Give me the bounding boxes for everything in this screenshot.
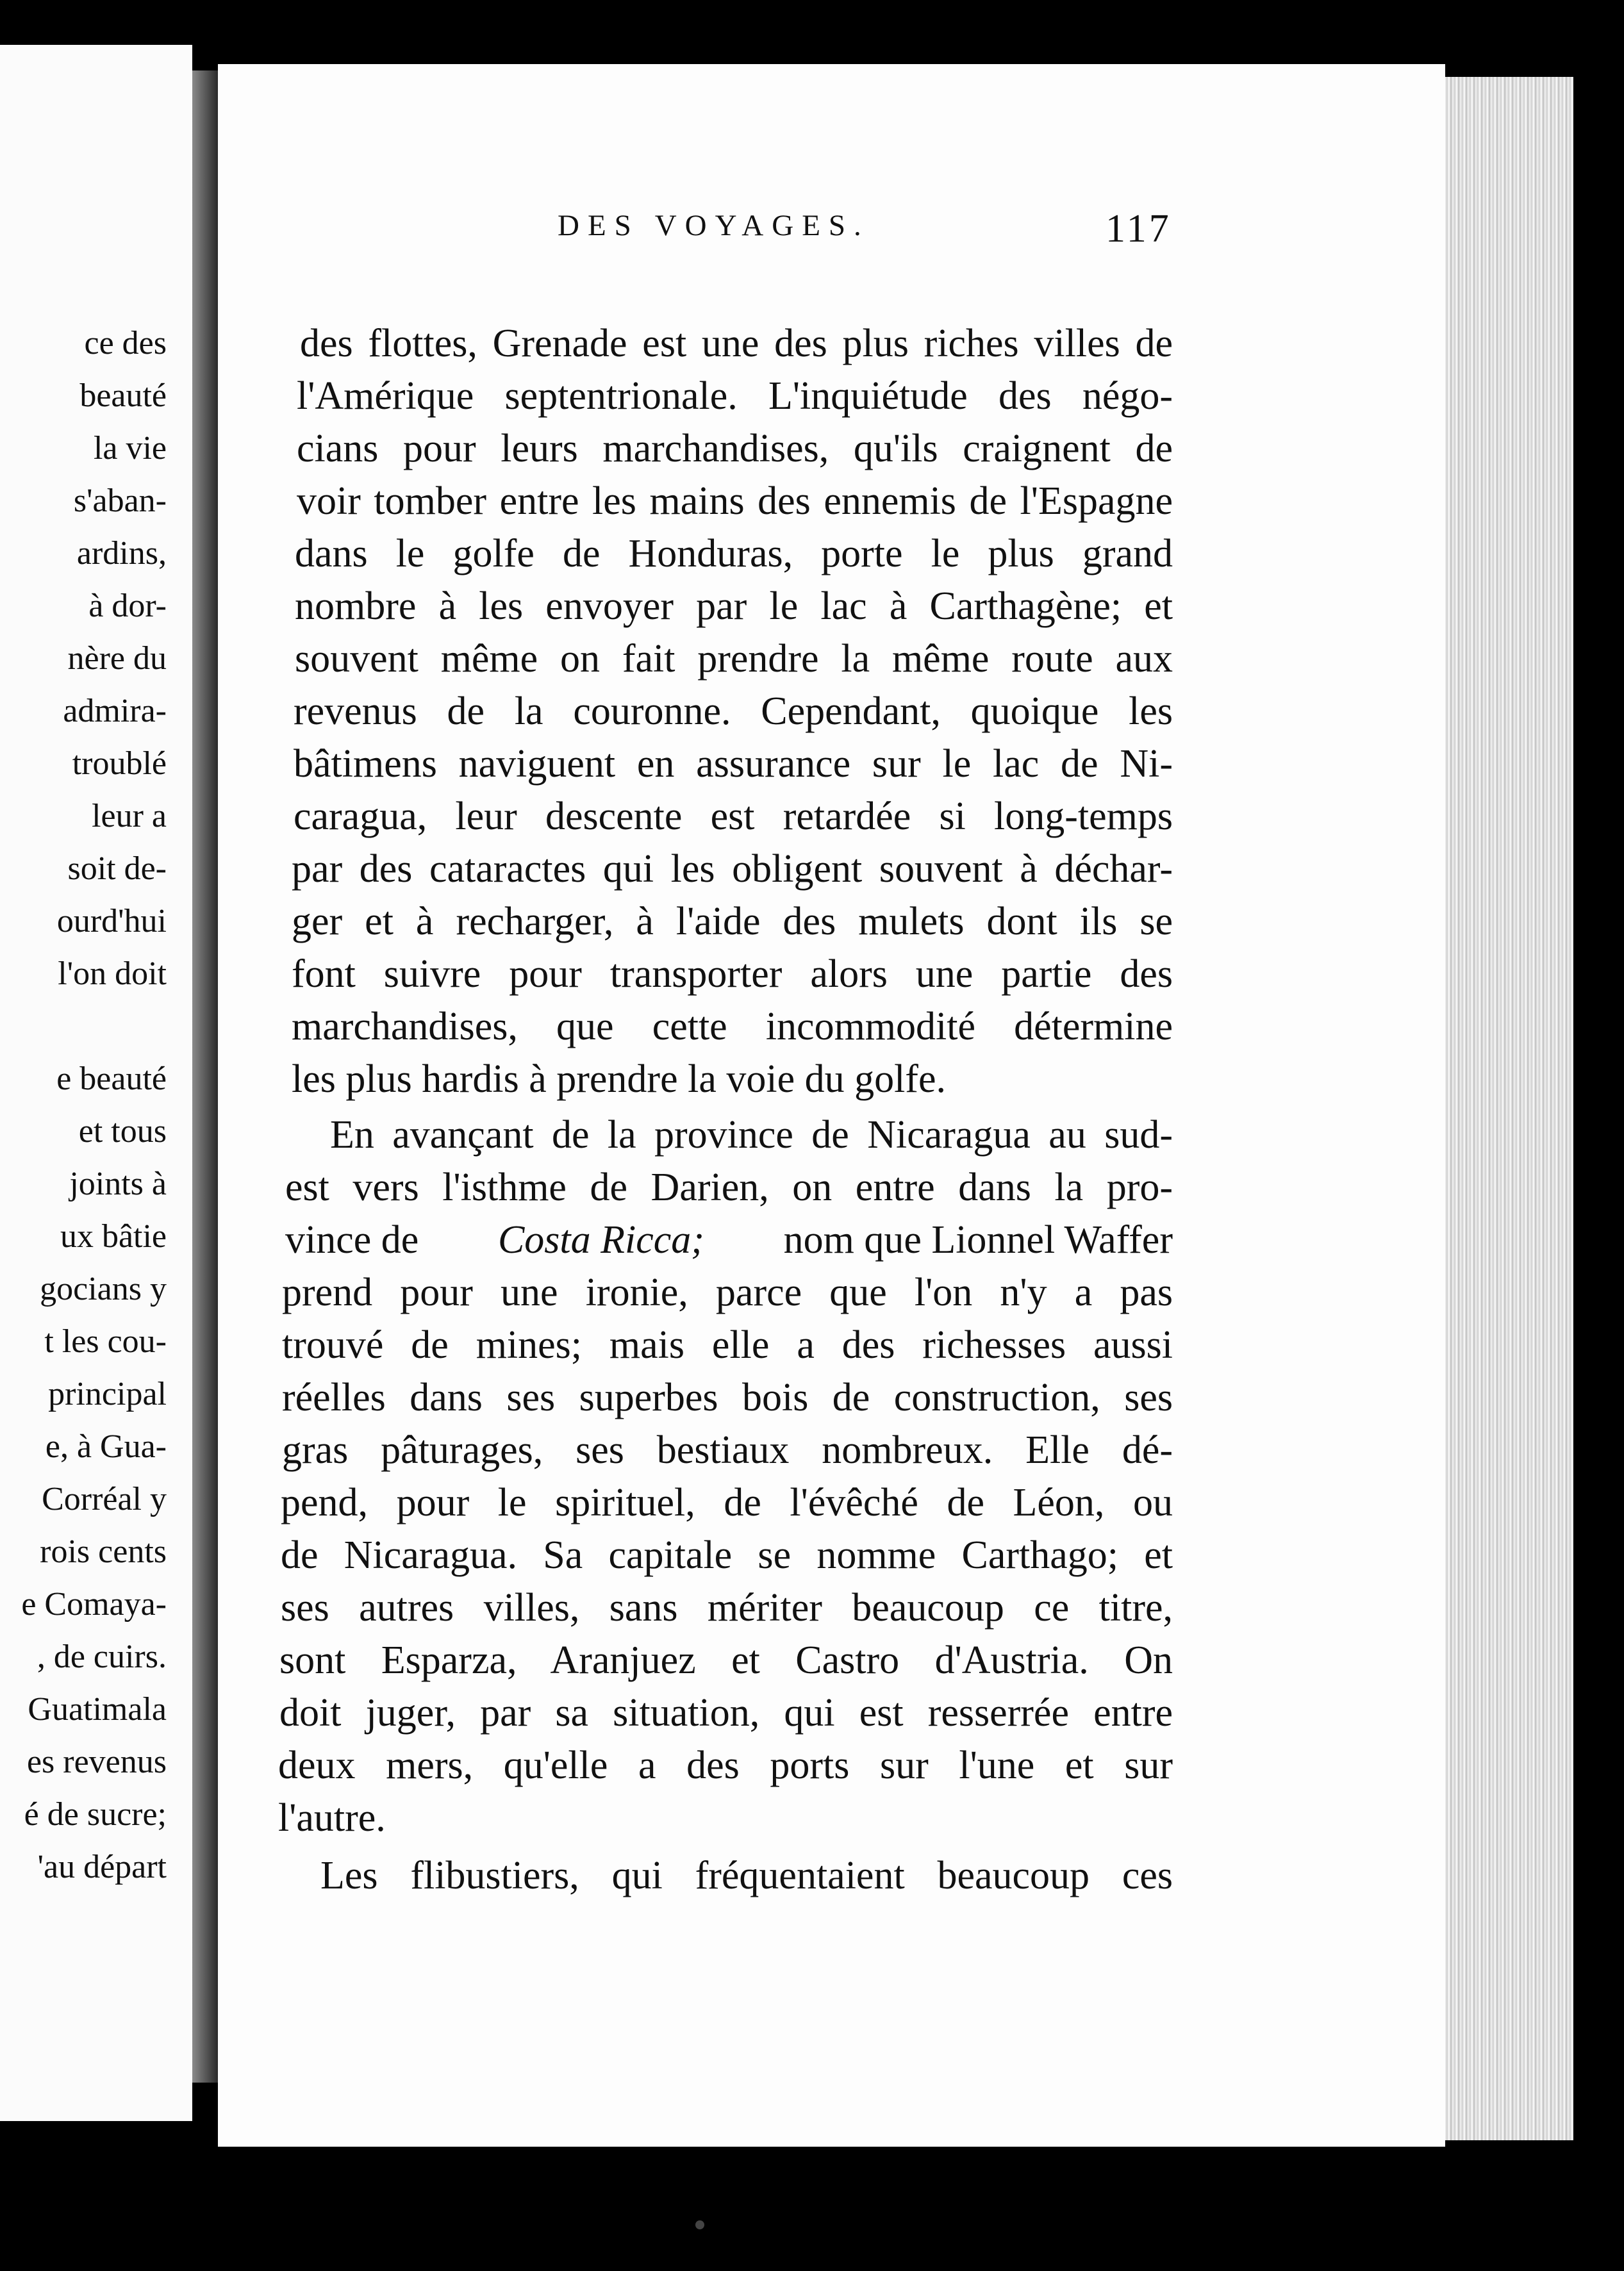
previous-page-line: rois cents [40, 1533, 167, 1570]
previous-page-line: joints à [69, 1166, 167, 1202]
previous-page-line: s'aban- [73, 483, 167, 519]
text-line: marchandises, que cette incommodité détermine [292, 1005, 1173, 1048]
previous-page-line: 'au départ [37, 1849, 167, 1885]
text-line: réelles dans ses superbes bois de construction, ses [282, 1376, 1173, 1419]
book-gutter [192, 70, 218, 2083]
previous-page-line: troublé [72, 745, 167, 782]
page-number: 117 [1106, 207, 1172, 251]
scan-speck [695, 2220, 704, 2229]
running-head: DES VOYAGES. [558, 209, 870, 242]
previous-page-line: e beauté [56, 1061, 167, 1097]
previous-page-line: e, à Gua- [45, 1428, 167, 1465]
previous-page-line: e Comaya- [21, 1586, 167, 1623]
text-line: par des cataractes qui les obligent souvent à déchar- [292, 847, 1173, 891]
text-line: ses autres villes, sans mériter beaucoup ce titre, [281, 1586, 1173, 1630]
italic-place-name: Costa Ricca; [497, 1218, 704, 1262]
text-run: vince de [285, 1218, 419, 1262]
previous-page-line: t les cou- [44, 1323, 167, 1360]
previous-page-line: l'on doit [58, 955, 167, 992]
text-line: pend, pour le spirituel, de l'évêché de Léon, ou [281, 1481, 1173, 1524]
text-line: gras pâturages, ses bestiaux nombreux. Elle dé- [282, 1428, 1173, 1472]
text-line: bâtimens naviguent en assurance sur le lac de Ni- [294, 742, 1173, 786]
text-line: En avançant de la province de Nicaragua au sud- [330, 1113, 1173, 1157]
previous-page-line: et tous [78, 1113, 167, 1150]
previous-page-line: ourd'hui [56, 903, 167, 939]
previous-page-line: la vie [93, 430, 167, 467]
text-line: souvent même on fait prendre la même route aux [295, 637, 1173, 681]
text-line: les plus hardis à prendre la voie du golfe. [292, 1057, 946, 1101]
text-line: caragua, leur descente est retardée si long-temps [294, 795, 1173, 838]
text-run: nom que Lionnel Waffer [783, 1218, 1173, 1262]
previous-page-line: nère du [67, 640, 167, 677]
text-line: font suivre pour transporter alors une partie des [292, 952, 1173, 996]
previous-page-fragment [0, 45, 192, 2121]
text-line: des flottes, Grenade est une des plus riches villes de [300, 322, 1173, 365]
previous-page-line: admira- [63, 693, 167, 729]
text-line: cians pour leurs marchandises, qu'ils craignent de [297, 427, 1173, 470]
previous-page-line: Guatimala [28, 1691, 167, 1728]
text-line: est vers l'isthme de Darien, on entre dans la pro- [285, 1166, 1173, 1209]
text-line: trouvé de mines; mais elle a des richesses aussi [282, 1323, 1173, 1367]
previous-page-line: ux bâtie [60, 1218, 167, 1255]
previous-page-line: es revenus [26, 1744, 167, 1780]
text-line: voir tomber entre les mains des ennemis de l'Espagne [297, 479, 1173, 523]
previous-page-line: ardins, [76, 535, 167, 572]
previous-page-line: soit de- [67, 850, 167, 887]
text-line [285, 1220, 1173, 1260]
text-line: ger et à recharger, à l'aide des mulets dont ils se [292, 900, 1173, 943]
text-line: prend pour une ironie, parce que l'on n'y a pas [282, 1271, 1173, 1314]
text-line: l'Amérique septentrionale. L'inquiétude des négo- [297, 374, 1173, 418]
text-line: sont Esparza, Aranjuez et Castro d'Austria. On [279, 1639, 1173, 1682]
previous-page-line: beauté [79, 377, 167, 414]
previous-page-line: principal [48, 1376, 167, 1412]
text-line: dans le golfe de Honduras, porte le plus grand [295, 532, 1173, 575]
previous-page-line: Corréal y [42, 1481, 167, 1517]
previous-page-line: gocians y [40, 1271, 167, 1307]
page-edges [1445, 77, 1573, 2140]
text-line: nombre à les envoyer par le lac à Carthagène; et [295, 584, 1173, 628]
text-line: revenus de la couronne. Cependant, quoique les [294, 690, 1173, 733]
previous-page-line: ce des [84, 325, 167, 361]
previous-page-line: , de cuirs. [37, 1639, 167, 1675]
text-line: de Nicaragua. Sa capitale se nomme Carthago; et [281, 1533, 1173, 1577]
text-line: doit juger, par sa situation, qui est resserrée entre [279, 1691, 1173, 1735]
text-line: l'autre. [278, 1796, 386, 1840]
text-line: deux mers, qu'elle a des ports sur l'une et sur [278, 1744, 1173, 1787]
text-line: Les flibustiers, qui fréquentaient beaucoup ces [320, 1854, 1173, 1897]
previous-page-line: leur a [92, 798, 167, 834]
previous-page-line: à dor- [88, 588, 167, 624]
previous-page-line: é de sucre; [24, 1796, 167, 1833]
